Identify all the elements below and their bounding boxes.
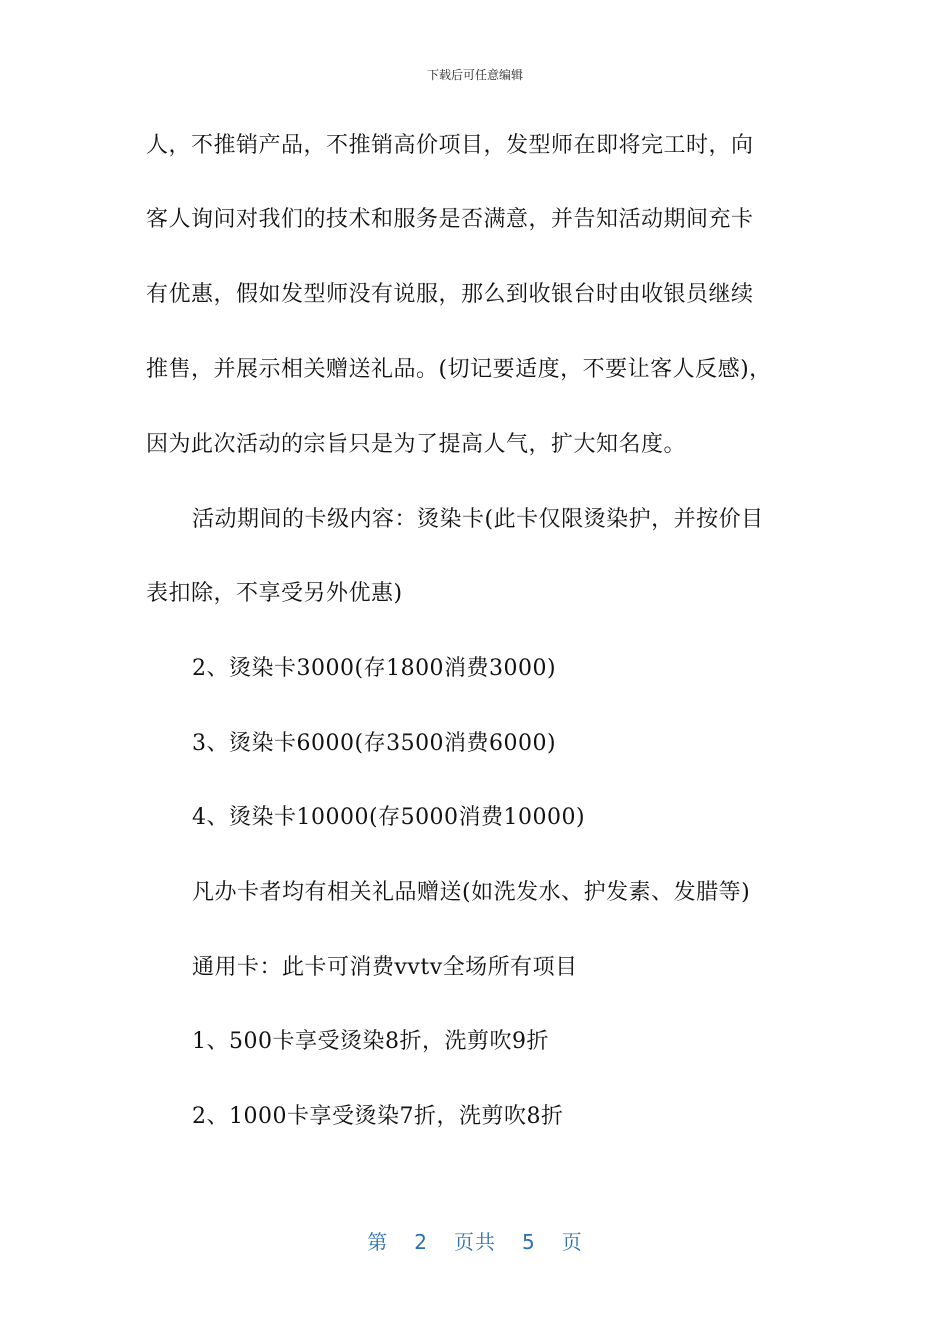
paragraph-line: 通用卡：此卡可消费vvtv全场所有项目 (192, 955, 578, 980)
paragraph-line: 表扣除，不享受另外优惠) (146, 581, 403, 606)
paragraph-line: 推售，并展示相关赠送礼品。(切记要适度，不要让客人反感)， (146, 357, 772, 382)
page-header: 下载后可任意编辑 (426, 68, 523, 82)
footer-total-pages: 5 (522, 1230, 536, 1254)
paragraph-line: 客人询问对我们的技术和服务是否满意，并告知活动期间充卡 (146, 207, 754, 232)
footer-middle: 页共 (454, 1230, 496, 1254)
paragraph-line: 有优惠，假如发型师没有说服，那么到收银台时由收银员继续 (146, 282, 754, 307)
paragraph-line: 人，不推销产品，不推销高价项目，发型师在即将完工时，向 (146, 133, 754, 158)
list-item: 2、1000卡享受烫染7折，洗剪吹8折 (192, 1104, 564, 1129)
footer-suffix: 页 (561, 1230, 583, 1254)
paragraph-line: 活动期间的卡级内容：烫染卡(此卡仅限烫染护，并按价目 (192, 507, 764, 532)
list-item: 3、烫染卡6000(存3500消费6000) (192, 731, 557, 756)
paragraph-line: 凡办卡者均有相关礼品赠送(如洗发水、护发素、发腊等) (192, 880, 751, 905)
paragraph-line: 因为此次活动的宗旨只是为了提高人气，扩大知名度。 (146, 432, 687, 457)
list-item: 4、烫染卡10000(存5000消费10000) (192, 805, 586, 830)
footer-prefix: 第 (367, 1230, 389, 1254)
page-footer (0, 1226, 950, 1255)
list-item: 1、500卡享受烫染8折，洗剪吹9折 (192, 1029, 549, 1054)
list-item: 2、烫染卡3000(存1800消费3000) (192, 656, 557, 681)
footer-current-page: 2 (414, 1230, 428, 1254)
